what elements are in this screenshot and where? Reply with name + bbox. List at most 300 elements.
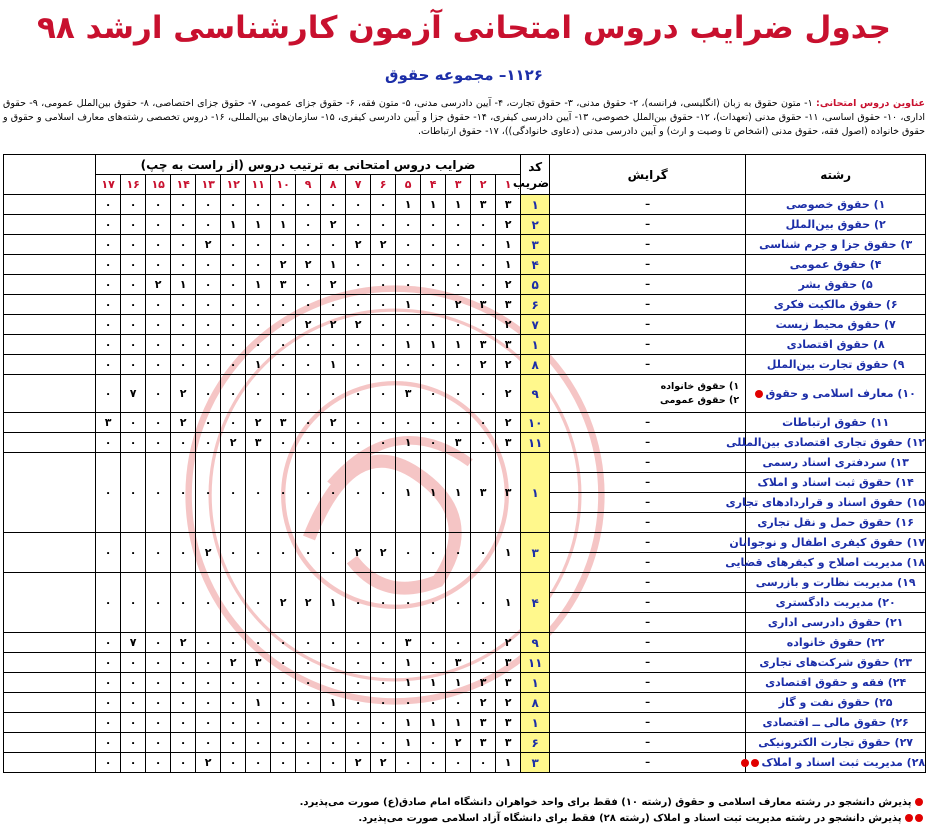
coefficient-cell: ۰ (271, 653, 296, 673)
coefficient-cell: ۰ (446, 315, 471, 335)
field-name: ۱۹) مدیریت نظارت و بازرسی (746, 573, 926, 593)
coefficient-cell: ۰ (296, 413, 321, 433)
coefficient-cell: ۰ (96, 573, 121, 633)
coefficient-cell: ۳ (471, 335, 496, 355)
coefficient-cell: ۰ (146, 413, 171, 433)
coefficient-cell: ۰ (221, 533, 246, 573)
field-name: ۱۲) حقوق تجاری اقتصادی بین‌المللی (746, 433, 926, 453)
field-name: ۵) حقوق بشر (746, 275, 926, 295)
coefficient-cell: ۰ (96, 713, 121, 733)
coefficient-cell: ۰ (346, 375, 371, 413)
orientation-cell: – (550, 335, 746, 355)
coefficient-cell: ۳ (471, 673, 496, 693)
coefficient-cell: ۳ (96, 413, 121, 433)
header-course-8: ۸ (321, 175, 346, 195)
coefficient-cell: ۰ (171, 453, 196, 533)
blank-cell (4, 413, 96, 433)
coefficient-cell: ۲ (496, 693, 521, 713)
coefficient-cell: ۰ (296, 453, 321, 533)
coefficient-cell: ۲ (371, 533, 396, 573)
coefficient-cell: ۳ (471, 733, 496, 753)
orientation-cell: – (550, 215, 746, 235)
coefficient-cell: ۰ (246, 453, 271, 533)
table-row (4, 335, 926, 355)
coefficient-cell: ۰ (96, 315, 121, 335)
header-course-2: ۲ (471, 175, 496, 195)
coefficient-cell: ۰ (121, 533, 146, 573)
coefficient-cell: ۰ (271, 433, 296, 453)
field-name: ۱۰) معارف اسلامی و حقوق (746, 375, 926, 413)
field-name: ۸) حقوق اقتصادی (746, 335, 926, 355)
orientation-cell: – (550, 235, 746, 255)
coefficient-cell: ۲ (296, 255, 321, 275)
coefficient-cell: ۰ (171, 355, 196, 375)
field-name: ۱۳) سردفتری اسناد رسمی (746, 453, 926, 473)
coefficient-cell: ۰ (96, 673, 121, 693)
coefficient-cell: ۰ (146, 733, 171, 753)
coefficient-cell: ۰ (296, 433, 321, 453)
coefficient-cell: ۰ (296, 753, 321, 773)
coefficient-cell: ۲ (196, 753, 221, 773)
coefficient-cell: ۰ (196, 375, 221, 413)
coefficient-cell: ۳ (446, 653, 471, 673)
coefficient-cell: ۰ (121, 693, 146, 713)
coefficient-cell: ۲ (471, 355, 496, 375)
header-course-5: ۵ (396, 175, 421, 195)
coefficient-code: ۹ (521, 633, 550, 653)
coefficient-cell: ۱ (421, 195, 446, 215)
coefficient-cell: ۱ (446, 195, 471, 215)
coefficient-cell: ۰ (471, 413, 496, 433)
coefficient-cell: ۰ (321, 235, 346, 255)
coefficient-cell: ۰ (396, 355, 421, 375)
coefficient-code: ۱ (521, 713, 550, 733)
coefficient-cell: ۰ (346, 653, 371, 673)
coefficient-cell: ۰ (96, 533, 121, 573)
coefficient-cell: ۰ (296, 693, 321, 713)
orientation-cell: – (550, 355, 746, 375)
header-course-7: ۷ (346, 175, 371, 195)
orientation-cell: – (550, 533, 746, 553)
coefficient-cell: ۰ (371, 215, 396, 235)
coefficient-cell: ۰ (196, 255, 221, 275)
orientation-cell: – (550, 295, 746, 315)
coefficient-cell: ۰ (221, 753, 246, 773)
coefficient-cell: ۰ (471, 215, 496, 235)
coefficient-cell: ۲ (271, 573, 296, 633)
coefficient-cell: ۰ (146, 375, 171, 413)
coefficient-cell: ۰ (296, 375, 321, 413)
coefficient-cell: ۲ (496, 633, 521, 653)
coefficient-cell: ۲ (246, 413, 271, 433)
coefficient-cell: ۲ (446, 295, 471, 315)
coefficient-cell: ۰ (171, 215, 196, 235)
blank-cell (4, 355, 96, 375)
coefficient-cell: ۰ (221, 673, 246, 693)
coefficient-cell: ۰ (271, 713, 296, 733)
coefficient-cell: ۰ (371, 195, 396, 215)
blank-cell (4, 633, 96, 653)
blank-cell (4, 195, 96, 215)
coefficient-cell: ۰ (196, 355, 221, 375)
coefficient-cell: ۰ (396, 235, 421, 255)
header-course-16: ۱۶ (121, 175, 146, 195)
coefficient-cell: ۰ (96, 633, 121, 653)
coefficient-code: ۱ (521, 453, 550, 533)
coefficient-cell: ۲ (296, 573, 321, 633)
coefficient-cell: ۰ (196, 413, 221, 433)
coefficient-cell: ۰ (96, 235, 121, 255)
coefficient-cell: ۰ (121, 335, 146, 355)
coefficient-code: ۵ (521, 275, 550, 295)
coefficient-cell: ۰ (446, 573, 471, 633)
coefficient-cell: ۰ (121, 355, 146, 375)
red-dot-icon (741, 759, 749, 767)
coefficient-cell: ۰ (346, 255, 371, 275)
coefficient-cell: ۰ (396, 753, 421, 773)
coefficient-cell: ۳ (496, 295, 521, 315)
coefficient-cell: ۰ (346, 713, 371, 733)
table-row (4, 733, 926, 753)
coefficient-cell: ۱ (321, 255, 346, 275)
field-name: ۲۰) مدیریت دادگستری (746, 593, 926, 613)
coefficient-cell: ۰ (121, 653, 146, 673)
coefficient-cell: ۰ (121, 673, 146, 693)
coefficient-cell: ۰ (321, 453, 346, 533)
field-name: ۷) حقوق محیط زیست (746, 315, 926, 335)
coefficient-cell: ۰ (221, 195, 246, 215)
coefficient-cell: ۰ (96, 733, 121, 753)
coefficient-cell: ۳ (396, 633, 421, 653)
coefficient-cell: ۰ (396, 315, 421, 335)
coefficient-code: ۶ (521, 733, 550, 753)
coefficient-code: ۱ (521, 673, 550, 693)
coefficient-cell: ۰ (296, 235, 321, 255)
header-course-15: ۱۵ (146, 175, 171, 195)
coefficient-code: ۱۱ (521, 653, 550, 673)
field-name: ۲۶) حقوق مالی ــ اقتصادی (746, 713, 926, 733)
coefficient-cell: ۰ (421, 633, 446, 653)
header-coefficients: ضرایب دروس امتحانی به ترتیب دروس (از راست به چپ) (96, 155, 521, 175)
coefficient-cell: ۰ (296, 335, 321, 355)
coefficient-cell: ۳ (471, 195, 496, 215)
coefficient-cell: ۷ (121, 375, 146, 413)
coefficient-cell: ۰ (171, 295, 196, 315)
coefficient-cell: ۰ (146, 753, 171, 773)
field-name: ۱۷) حقوق کیفری اطفال و نوجوانان (746, 533, 926, 553)
coefficient-cell: ۲ (196, 235, 221, 255)
coefficient-cell: ۱ (446, 453, 471, 533)
blank-cell (4, 713, 96, 733)
coefficient-cell: ۰ (396, 215, 421, 235)
coefficient-cell: ۰ (146, 453, 171, 533)
header-course-9: ۹ (296, 175, 321, 195)
blank-cell (4, 433, 96, 453)
coefficient-cell: ۰ (146, 295, 171, 315)
coefficient-cell: ۰ (221, 693, 246, 713)
coefficient-cell: ۰ (221, 733, 246, 753)
coefficient-cell: ۰ (171, 315, 196, 335)
blank-cell (4, 295, 96, 315)
coefficient-cell: ۰ (296, 673, 321, 693)
coefficient-cell: ۰ (121, 453, 146, 533)
coefficient-cell: ۰ (421, 533, 446, 573)
coefficient-cell: ۰ (121, 275, 146, 295)
coefficient-cell: ۰ (346, 355, 371, 375)
coefficient-cell: ۳ (496, 653, 521, 673)
coefficient-cell: ۳ (496, 453, 521, 533)
coefficient-cell: ۰ (446, 753, 471, 773)
field-name: ۲۴) فقه و حقوق اقتصادی (746, 673, 926, 693)
coefficient-cell: ۳ (471, 713, 496, 733)
table-row (4, 453, 926, 473)
coefficient-cell: ۰ (471, 275, 496, 295)
coefficient-cell: ۲ (346, 533, 371, 573)
coefficient-cell: ۰ (171, 693, 196, 713)
coefficient-code: ۳ (521, 753, 550, 773)
coefficient-cell: ۱ (321, 573, 346, 633)
coefficient-cell: ۳ (271, 275, 296, 295)
coefficient-cell: ۰ (321, 375, 346, 413)
coefficient-cell: ۰ (346, 295, 371, 315)
field-name: ۲۱) حقوق دادرسی اداری (746, 613, 926, 633)
orientation-cell: – (550, 195, 746, 215)
coefficient-cell: ۰ (246, 753, 271, 773)
coefficient-cell: ۰ (471, 375, 496, 413)
coefficient-cell: ۱ (421, 713, 446, 733)
coefficient-cell: ۱ (396, 733, 421, 753)
coefficient-cell: ۰ (146, 633, 171, 653)
table-row (4, 633, 926, 653)
blank-cell (4, 673, 96, 693)
coefficient-cell: ۲ (371, 753, 396, 773)
coefficient-cell: ۰ (271, 375, 296, 413)
coefficient-cell: ۰ (471, 315, 496, 335)
coefficient-code: ۴ (521, 255, 550, 275)
coefficient-cell: ۰ (446, 633, 471, 653)
coefficient-cell: ۰ (196, 693, 221, 713)
coefficient-cell: ۰ (446, 355, 471, 375)
orientation-cell: – (550, 633, 746, 653)
orientation-cell: – (550, 673, 746, 693)
blank-cell (4, 275, 96, 295)
coefficient-cell: ۱ (421, 453, 446, 533)
coefficient-cell: ۰ (121, 255, 146, 275)
coefficient-cell: ۲ (321, 413, 346, 433)
coefficient-cell: ۳ (496, 335, 521, 355)
coefficient-cell: ۳ (246, 433, 271, 453)
coefficient-cell: ۳ (396, 375, 421, 413)
header-course-1: ۱ (496, 175, 521, 195)
coefficient-cell: ۰ (471, 653, 496, 673)
coefficient-cell: ۳ (496, 195, 521, 215)
coefficient-cell: ۰ (371, 335, 396, 355)
table-row (4, 275, 926, 295)
coefficient-cell: ۰ (271, 355, 296, 375)
field-name: ۲۲) حقوق خانواده (746, 633, 926, 653)
field-name: ۳) حقوق جزا و جرم شناسی (746, 235, 926, 255)
coefficient-cell: ۰ (371, 413, 396, 433)
coefficient-cell: ۰ (196, 315, 221, 335)
coefficient-cell: ۰ (221, 275, 246, 295)
coefficient-cell: ۰ (296, 653, 321, 673)
coefficient-cell: ۱ (396, 673, 421, 693)
field-name: ۲۷) حقوق تجارت الکترونیکی (746, 733, 926, 753)
coefficient-cell: ۰ (296, 215, 321, 235)
coefficient-cell: ۱ (246, 215, 271, 235)
blank-cell (4, 375, 96, 413)
coefficient-cell: ۲ (496, 355, 521, 375)
coefficient-cell: ۰ (146, 693, 171, 713)
coefficient-cell: ۰ (146, 315, 171, 335)
coefficient-cell: ۰ (396, 693, 421, 713)
orientation-cell: – (550, 733, 746, 753)
coefficient-cell: ۰ (271, 453, 296, 533)
coefficient-cell: ۰ (171, 673, 196, 693)
field-name: ۶) حقوق مالکیت فکری (746, 295, 926, 315)
orientation-cell: – (550, 553, 746, 573)
coefficient-cell: ۰ (96, 335, 121, 355)
coefficient-cell: ۰ (96, 453, 121, 533)
coefficient-cell: ۰ (446, 215, 471, 235)
coefficient-code: ۲ (521, 215, 550, 235)
coefficient-cell: ۲ (196, 533, 221, 573)
coefficient-cell: ۰ (246, 255, 271, 275)
coefficient-cell: ۲ (221, 433, 246, 453)
coefficient-cell: ۰ (196, 275, 221, 295)
coefficient-cell: ۰ (146, 195, 171, 215)
coefficient-cell: ۰ (96, 375, 121, 413)
coefficient-cell: ۰ (421, 375, 446, 413)
coefficient-cell: ۲ (371, 235, 396, 255)
coefficient-cell: ۰ (371, 693, 396, 713)
coefficient-cell: ۰ (221, 633, 246, 653)
header-course-11: ۱۱ (246, 175, 271, 195)
coefficient-cell: ۰ (96, 215, 121, 235)
orientation-cell: – (550, 493, 746, 513)
coefficient-cell: ۲ (321, 315, 346, 335)
field-name: ۲۳) حقوق شرکت‌های تجاری (746, 653, 926, 673)
coefficient-cell: ۰ (246, 315, 271, 335)
coefficient-cell: ۳ (471, 295, 496, 315)
coefficient-cell: ۰ (321, 673, 346, 693)
table-row (4, 295, 926, 315)
coefficient-cell: ۰ (371, 255, 396, 275)
orientation-cell: – (550, 613, 746, 633)
coefficient-cell: ۰ (296, 295, 321, 315)
coefficient-cell: ۰ (271, 533, 296, 573)
coefficient-cell: ۰ (146, 653, 171, 673)
coefficient-cell: ۰ (371, 295, 396, 315)
coefficient-cell: ۰ (371, 355, 396, 375)
blank-cell (4, 315, 96, 335)
coefficient-cell: ۱ (446, 673, 471, 693)
coefficient-cell: ۳ (446, 433, 471, 453)
coefficient-cell: ۰ (421, 433, 446, 453)
coefficient-cell: ۰ (321, 733, 346, 753)
field-name: ۱۶) حقوق حمل و نقل تجاری (746, 513, 926, 533)
table-row (4, 753, 926, 773)
coefficient-cell: ۰ (146, 355, 171, 375)
coefficient-cell: ۰ (421, 275, 446, 295)
coefficient-cell: ۱ (396, 433, 421, 453)
coefficient-code: ۱۰ (521, 413, 550, 433)
coefficient-cell: ۰ (171, 533, 196, 573)
coefficient-cell: ۲ (346, 315, 371, 335)
coefficient-cell: ۰ (396, 533, 421, 573)
coefficient-cell: ۰ (396, 573, 421, 633)
coefficient-cell: ۰ (471, 433, 496, 453)
coefficient-cell: ۰ (271, 315, 296, 335)
coefficient-cell: ۰ (246, 195, 271, 215)
coefficient-cell: ۰ (171, 235, 196, 255)
coefficient-cell: ۰ (246, 673, 271, 693)
coefficient-cell: ۰ (196, 573, 221, 633)
coefficient-cell: ۰ (246, 235, 271, 255)
coefficient-cell: ۰ (396, 413, 421, 433)
coefficient-cell: ۰ (146, 673, 171, 693)
blank-cell (4, 753, 96, 773)
coefficient-cell: ۰ (321, 713, 346, 733)
coefficient-code: ۸ (521, 355, 550, 375)
coefficient-cell: ۰ (371, 733, 396, 753)
coefficient-cell: ۰ (371, 275, 396, 295)
coefficient-cell: ۲ (496, 215, 521, 235)
coefficient-cell: ۰ (96, 255, 121, 275)
coefficient-cell: ۰ (346, 573, 371, 633)
coefficient-cell: ۰ (121, 413, 146, 433)
header-course-14: ۱۴ (171, 175, 196, 195)
coefficient-cell: ۰ (321, 533, 346, 573)
coefficient-code: ۷ (521, 315, 550, 335)
footnote-2: پذیرش دانشجو در رشته مدیریت ثبت اسناد و املاک (رشته ۲۸) فقط برای دانشگاه آزاد اسلامی صورت می‌پذیرد. (3, 812, 925, 826)
coefficient-cell: ۰ (321, 433, 346, 453)
coefficient-cell: ۰ (171, 335, 196, 355)
coefficient-cell: ۰ (246, 633, 271, 653)
coefficient-cell: ۰ (221, 235, 246, 255)
coefficient-cell: ۰ (171, 573, 196, 633)
coefficient-code: ۱۱ (521, 433, 550, 453)
coefficient-cell: ۱ (246, 275, 271, 295)
coefficient-cell: ۰ (121, 235, 146, 255)
header-code: کد ضریب (521, 155, 550, 195)
coefficient-cell: ۰ (196, 335, 221, 355)
coefficient-cell: ۰ (346, 335, 371, 355)
subjects-label: عناوین دروس امتحانی: (816, 98, 925, 109)
coefficient-cell: ۰ (371, 713, 396, 733)
coefficient-cell: ۰ (146, 235, 171, 255)
coefficient-cell: ۰ (146, 335, 171, 355)
page-title: جدول ضرایب دروس امتحانی آزمون کارشناسی ارشد ۹۸ (37, 10, 891, 46)
coefficient-cell: ۰ (121, 753, 146, 773)
coefficient-cell: ۰ (421, 315, 446, 335)
coefficient-cell: ۰ (421, 255, 446, 275)
coefficient-cell: ۰ (471, 255, 496, 275)
coefficient-cell: ۲ (496, 375, 521, 413)
coefficient-cell: ۰ (321, 335, 346, 355)
coefficient-cell: ۰ (421, 573, 446, 633)
coefficient-cell: ۰ (271, 733, 296, 753)
red-dot-icon (755, 390, 763, 398)
coefficient-cell: ۰ (446, 255, 471, 275)
coefficient-cell: ۰ (171, 713, 196, 733)
coefficient-cell: ۰ (346, 733, 371, 753)
coefficient-cell: ۰ (121, 315, 146, 335)
coefficient-cell: ۲ (496, 315, 521, 335)
coefficient-cell: ۲ (346, 235, 371, 255)
coefficient-cell: ۲ (171, 375, 196, 413)
coefficient-cell: ۱ (446, 335, 471, 355)
